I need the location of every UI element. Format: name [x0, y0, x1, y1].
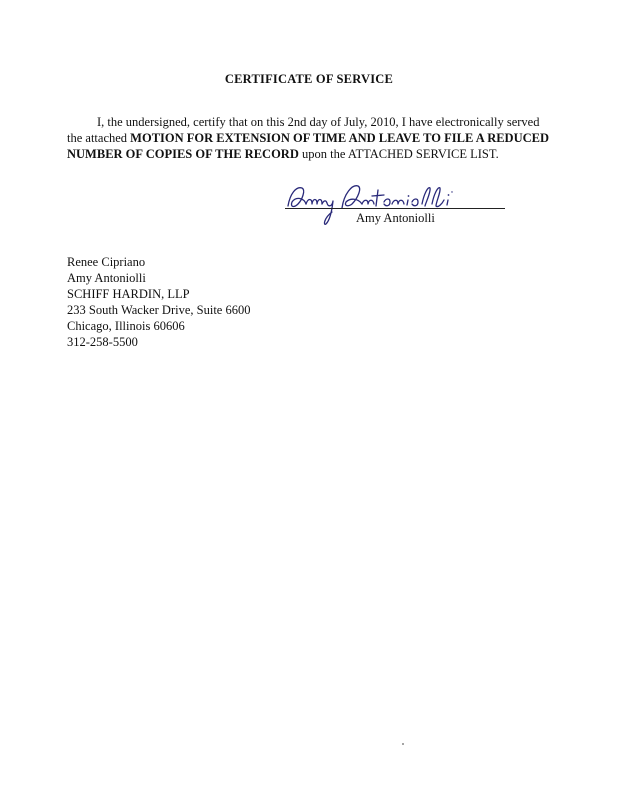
address-block [67, 254, 250, 350]
certification-paragraph [67, 114, 557, 162]
motion-title-part-1: MOTION FOR EXTENSION OF TIME AND LEAVE TO FILE A REDUCED [130, 131, 550, 145]
address-firm: SCHIFF HARDIN, LLP [67, 287, 190, 301]
paragraph-line-2-lead: the attached [67, 131, 131, 145]
address-name-2: Amy Antoniolli [67, 271, 146, 285]
scan-speck [402, 743, 404, 745]
paragraph-line-2 [67, 130, 557, 146]
signature-line [285, 208, 505, 209]
paragraph-line-3-tail: upon the ATTACHED SERVICE LIST. [298, 147, 499, 161]
address-street: 233 South Wacker Drive, Suite 6600 [67, 303, 251, 317]
address-phone: 312-258-5500 [67, 335, 138, 349]
signer-printed-name: Amy Antoniolli [356, 211, 435, 225]
paragraph-line-1: I, the undersigned, certify that on this 2nd day of July, 2010, I have electronically served [97, 115, 540, 129]
motion-title-part-2: NUMBER OF COPIES OF THE RECORD [67, 147, 299, 161]
address-city: Chicago, Illinois 60606 [67, 319, 185, 333]
signature-block [280, 180, 510, 240]
address-name-1: Renee Cipriano [67, 255, 146, 269]
document-title: CERTIFICATE OF SERVICE [224, 72, 394, 86]
paragraph-line-3 [67, 146, 557, 162]
